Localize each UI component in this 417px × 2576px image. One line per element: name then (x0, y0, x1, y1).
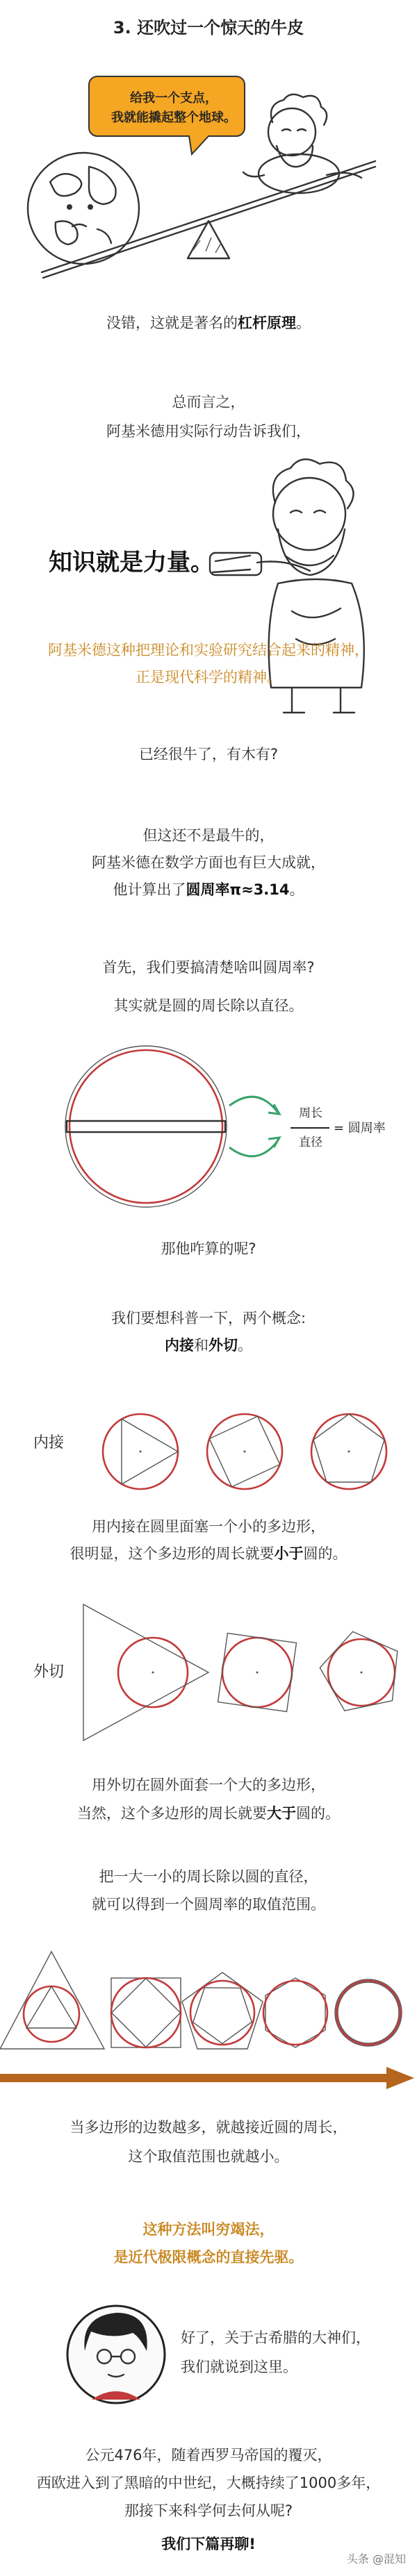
knowledge-slogan: 知识就是力量。 (49, 549, 214, 576)
formula-numerator: 周长 (299, 1106, 322, 1120)
earth-drawing (28, 153, 139, 264)
first-line-1: 首先，我们要搞清楚啥叫圆周率? (102, 959, 315, 976)
formula-denominator: 直径 (299, 1136, 322, 1149)
circumscribed-term: 外切 (208, 1337, 238, 1354)
lever-illustration (0, 0, 417, 299)
circumscribed-label: 外切 (33, 1663, 65, 1681)
next-time-line: 我们下篇再聊! (161, 2536, 256, 2552)
circumscribed-line-1: 用外切在圆外面套一个大的多边形， (92, 1777, 325, 1793)
text: 他计算出了 (113, 881, 186, 898)
lever-principle-bold: 杠杆原理 (238, 315, 296, 331)
section-title: 3. 还吹过一个惊天的牛皮 (113, 18, 304, 38)
pi-line-3 (0, 877, 417, 902)
history-line-2: 西欧进入到了黑暗的中世纪，大概持续了1000多年， (36, 2475, 381, 2491)
less-than-bold: 小于 (274, 1545, 304, 1562)
closing-line-1: 好了，关于古希腊的大神们， (181, 2329, 370, 2346)
first-line-2: 其实就是圆的周长除以直径。 (113, 997, 304, 1014)
quote-text (106, 89, 242, 128)
inscribed-term: 内接 (165, 1337, 194, 1354)
greater-than-bold: 大于 (267, 1805, 296, 1822)
text: 。 (296, 315, 311, 331)
range-line-2: 就可以得到一个圆周率的取值范围。 (92, 1896, 325, 1913)
concept-line-2 (0, 1333, 417, 1358)
pi-line-2: 阿基米德在数学方面也有巨大成就， (92, 854, 325, 871)
range-line-1: 把一大一小的周长除以圆的直径， (99, 1868, 318, 1885)
circumscribed-line-2 (0, 1801, 417, 1826)
text: 圆的。 (296, 1805, 340, 1822)
text: 很明显，这个多边形的周长就要 (70, 1545, 275, 1562)
text: 圆的。 (303, 1545, 348, 1562)
archimedes-on-lever (243, 94, 361, 193)
more-sides-line-2: 这个取值范围也就越小。 (128, 2148, 289, 2165)
inscribed-polygons (0, 1403, 417, 1500)
text: 没错，这就是著名的 (106, 315, 238, 331)
how-line: 那他咋算的呢? (161, 1240, 256, 1257)
science-line-1: 阿基米德这种把理论和实验研究结合起来的精神， (48, 642, 369, 658)
lever-principle-text (0, 310, 417, 335)
summary-line-2: 阿基米德用实际行动告诉我们， (106, 423, 311, 440)
polygon-approximation-sequence (0, 1938, 417, 2097)
closing-line-2: 我们就说到这里。 (181, 2359, 297, 2375)
exhaustion-line-2: 是近代极限概念的直接先驱。 (113, 2249, 304, 2266)
text: 。 (289, 881, 304, 898)
circumscribed-polygons (0, 1611, 417, 1736)
inscribed-line-2 (0, 1541, 417, 1566)
narrator-avatar (64, 2302, 168, 2407)
inscribed-line-1: 用内接在圆里面塞一个小的多边形， (92, 1518, 325, 1535)
inscribed-label: 内接 (33, 1434, 65, 1452)
text: 。 (238, 1337, 252, 1354)
exhaustion-line-1: 这种方法叫穷竭法， (142, 2221, 275, 2238)
quote-line-2: 我就能撬起整个地球。 (111, 110, 236, 125)
pi-value: 圆周率π≈3.14 (186, 881, 290, 898)
formula-result: = 圆周率 (334, 1121, 386, 1136)
pi-line-1: 但这还不是最牛的， (142, 827, 275, 844)
science-line-2: 正是现代科学的精神。 (136, 669, 281, 685)
history-line-3: 那接下来科学何去何从呢? (124, 2502, 293, 2519)
concept-line-1: 我们要想科普一下，两个概念: (111, 1310, 306, 1327)
more-sides-line-1: 当多边形的边数越多，就越接近圆的周长， (70, 2119, 348, 2136)
footer-watermark: 头条 @混知 (346, 2552, 406, 2566)
history-line-1: 公元476年，随着西罗马帝国的覆灭， (85, 2447, 332, 2463)
text: 和 (194, 1337, 208, 1354)
text: 当然，这个多边形的周长就要 (77, 1805, 267, 1822)
summary-line-1: 总而言之， (172, 394, 245, 410)
quote-line-1: 给我一个支点， (130, 91, 218, 106)
awesome-line: 已经很牛了，有木有? (138, 746, 279, 763)
